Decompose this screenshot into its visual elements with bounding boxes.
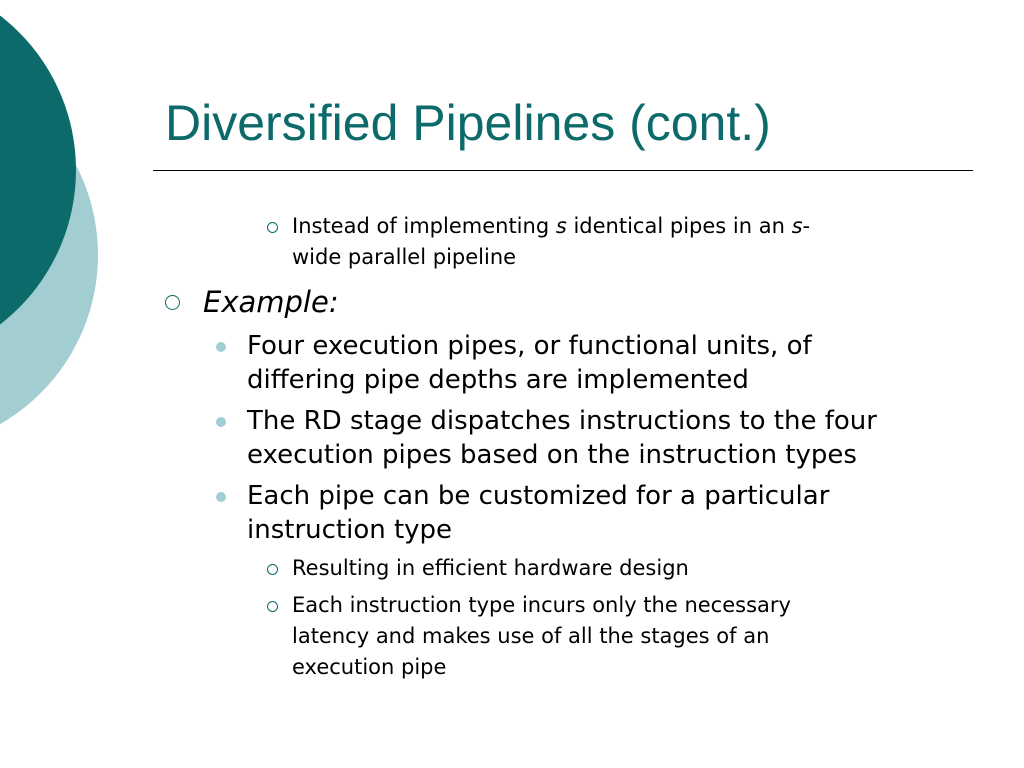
list-item [247,404,977,472]
hollow-circle-bullet-icon [267,601,278,612]
list-item [292,553,992,584]
bullet-text-line: The RD stage dispatches instructions to the four [247,406,877,436]
bullet-text: Instead of implementing s identical pipes in an s- [292,214,811,238]
hollow-circle-bullet-icon [267,564,278,575]
bullet-text-line: differing pipe depths are implemented [247,365,749,395]
bullet-text-line: Each pipe can be customized for a particular [247,481,830,511]
bullet-text-line: instruction type [247,515,453,545]
list-item [247,479,977,547]
bullet-text: Resulting in efficient hardware design [292,556,689,580]
slide-title: Diversified Pipelines (cont.) [165,95,771,151]
bullet-text-line: Four execution pipes, or functional units, of [247,331,812,361]
hollow-circle-bullet-icon [165,295,180,310]
dot-bullet-icon [216,342,226,352]
list-item [292,590,992,683]
bullet-text-line: execution pipes based on the instruction types [247,440,857,470]
list-item [292,211,992,273]
list-item [203,283,339,321]
bullet-text-line: wide parallel pipeline [292,245,517,269]
list-item [247,329,977,397]
dot-bullet-icon [216,492,226,502]
dot-bullet-icon [216,417,226,427]
bullet-text-line: latency and makes use of all the stages of an [292,624,770,648]
title-divider [153,170,973,171]
bullet-text-line: Each instruction type incurs only the necessary [292,593,791,617]
hollow-circle-bullet-icon [267,222,278,233]
bullet-text-line: execution pipe [292,655,447,679]
bullet-text: Example: [203,285,339,319]
